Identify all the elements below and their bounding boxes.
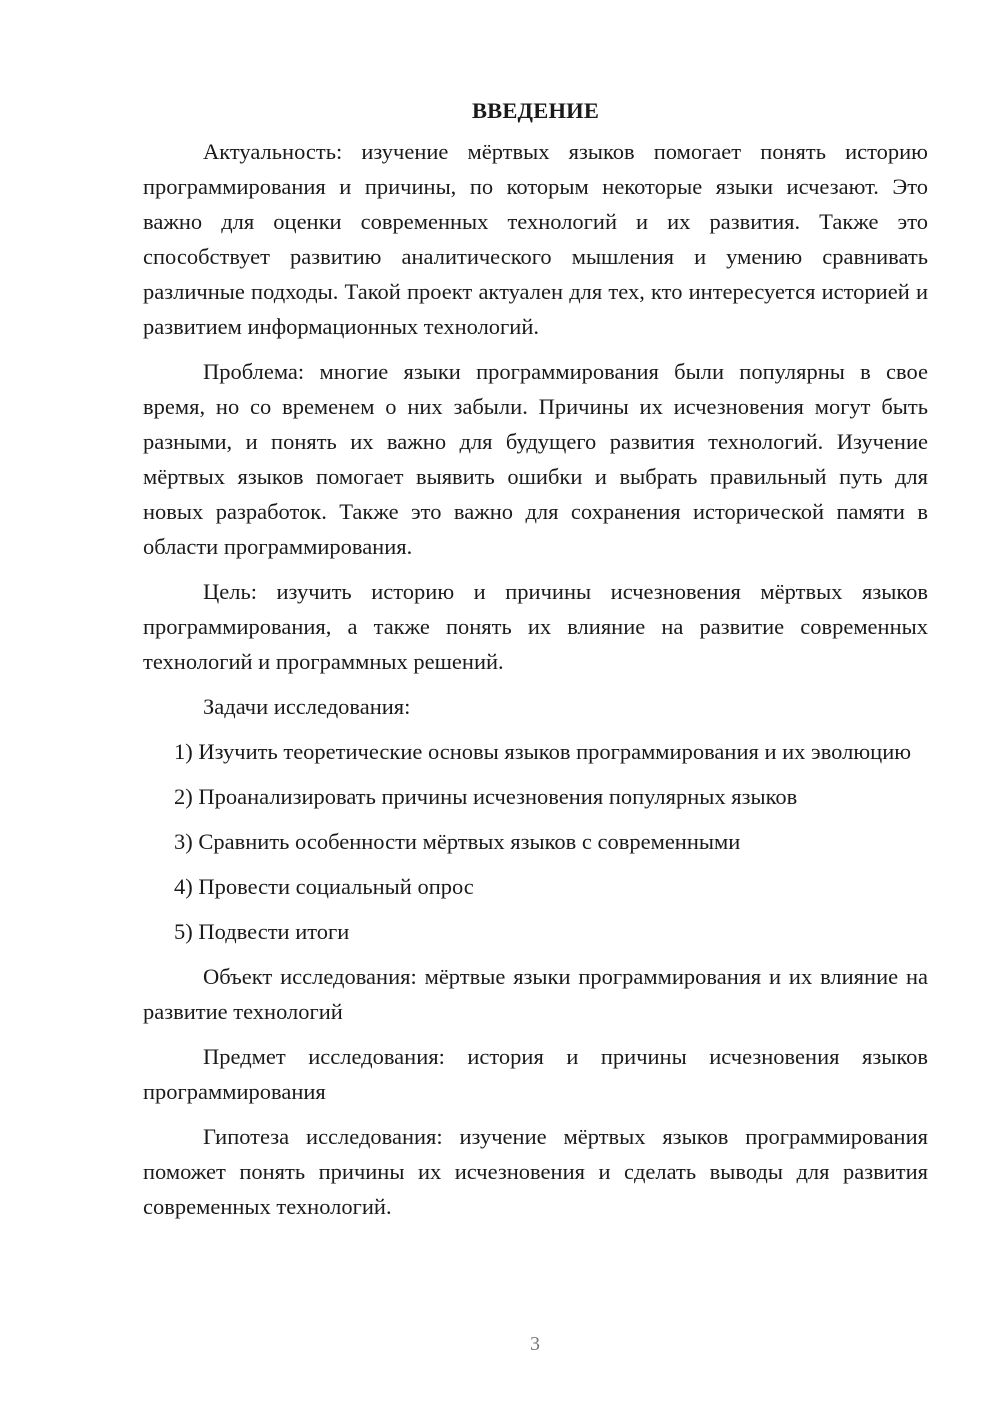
task-item-5: 5) Подвести итоги bbox=[174, 919, 350, 944]
task-item-2: 2) Проанализировать причины исчезновения популярных языков bbox=[174, 784, 798, 809]
document-body bbox=[143, 96, 928, 1224]
paragraph-problem: Проблема: многие языки программирования были популярны в свое время, но со временем о них забыли. Причины их исчезновения могут быть разными, и понять их важно для будущего развития технологий. Изучение мёртвых языков помогает выявить ошибки и выбрать правильный путь для новых разработок. Также это важно для сохранения исторической памяти в области программирования. bbox=[143, 359, 928, 559]
task-item-4: 4) Провести социальный опрос bbox=[174, 874, 474, 899]
paragraph-relevance: Актуальность: изучение мёртвых языков помогает понять историю программирования и причины, по которым некоторые языки исчезают. Это важно для оценки современных технологий и их развития. Также это способствует развитию аналитического мышления и умению сравнивать различные подходы. Такой проект актуален для тех, кто интересуется историей и развитием информационных технологий. bbox=[143, 139, 928, 339]
paragraph-hypothesis: Гипотеза исследования: изучение мёртвых языков программирования поможет понять причины их исчезновения и сделать выводы для развития современных технологий. bbox=[143, 1124, 928, 1219]
page-number: 3 bbox=[530, 1333, 540, 1355]
task-item-3: 3) Сравнить особенности мёртвых языков с современными bbox=[174, 829, 741, 854]
paragraph-object: Объект исследования: мёртвые языки программирования и их влияние на развитие технологий bbox=[143, 964, 928, 1024]
task-item-1: 1) Изучить теоретические основы языков программирования и их эволюцию bbox=[174, 739, 912, 764]
tasks-heading: Задачи исследования: bbox=[203, 694, 411, 719]
paragraph-subject: Предмет исследования: история и причины исчезновения языков программирования bbox=[143, 1044, 928, 1104]
page-title: ВВЕДЕНИЕ bbox=[471, 98, 600, 123]
paragraph-goal: Цель: изучить историю и причины исчезновения мёртвых языков программирования, а также понять их влияние на развитие современных технологий и программных решений. bbox=[143, 579, 928, 674]
